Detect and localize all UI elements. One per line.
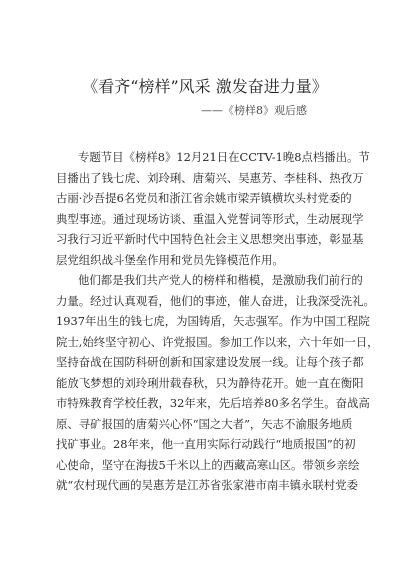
paragraph-line: 1937年出生的钱七虎，为国铸盾，矢志强军。作为中国工程院: [56, 314, 370, 328]
paragraph-line: 层党组织战斗堡垒作用和党员先锋模范作用。: [56, 252, 284, 267]
paragraph-1: [56, 147, 370, 270]
paragraph-line: 市特殊教育学校任教，32年来，先后培养80多名学生。奋战高: [56, 396, 370, 410]
paragraph-line: 院士,始终坚守初心、许党报国。参加工作以来，六十年如一日，: [56, 334, 379, 349]
paragraph-line: 古丽·沙吾提6名党员和浙江省余姚市梁弄镇横坎头村党委的: [56, 191, 352, 205]
paragraph-line: 力量。经过认真观看，他们的事迹，催人奋进，让我深受洗礼。: [56, 293, 375, 308]
document-title: 《看齐“榜样”风采 激发奋进力量》: [82, 77, 328, 96]
paragraph-line: 典型事迹。通过现场访谈、重温入党誓词等形式，生动展现学: [56, 211, 364, 226]
paragraph-2: [56, 270, 379, 496]
paragraph-line: 能放飞梦想的刘玲琍卅载春秋，只为静待花开。她一直在衡阳: [56, 375, 364, 390]
paragraph-line: 就“农村现代画的吴惠芳是江苏省张家港市南丰镇永联村党委: [56, 478, 358, 492]
paragraph-line: 专题节目《榜样8》12月21日在CCTV-1晚8点档播出。节: [78, 150, 370, 164]
paragraph-line: 目播出了钱七虎、刘玲琍、唐菊兴、吴惠芳、李桂科、热孜万: [56, 170, 364, 185]
document-subtitle: ——《榜样8》观后感: [201, 104, 307, 117]
paragraph-line: 原、寻矿报国的唐菊兴心怀“国之大者”，矢志不渝服务地质: [56, 416, 353, 431]
paragraph-line: 他们都是我们共产党人的榜样和楷模，是激励我们前行的: [78, 273, 363, 287]
paragraph-line: 心使命，坚守在海拔5千米以上的西藏高寒山区。带领乡亲绘: [56, 457, 360, 472]
paragraph-line: 习我行习近平新时代中国特色社会主义思想突出事迹，彰显基: [56, 232, 364, 246]
paragraph-line: 找矿事业。28年来，他一直用实际行动践行“地质报国”的初: [56, 437, 356, 451]
paragraph-line: 坚持奋战在国防科研创新和国家建设发展一线。让每个孩子都: [56, 355, 364, 369]
